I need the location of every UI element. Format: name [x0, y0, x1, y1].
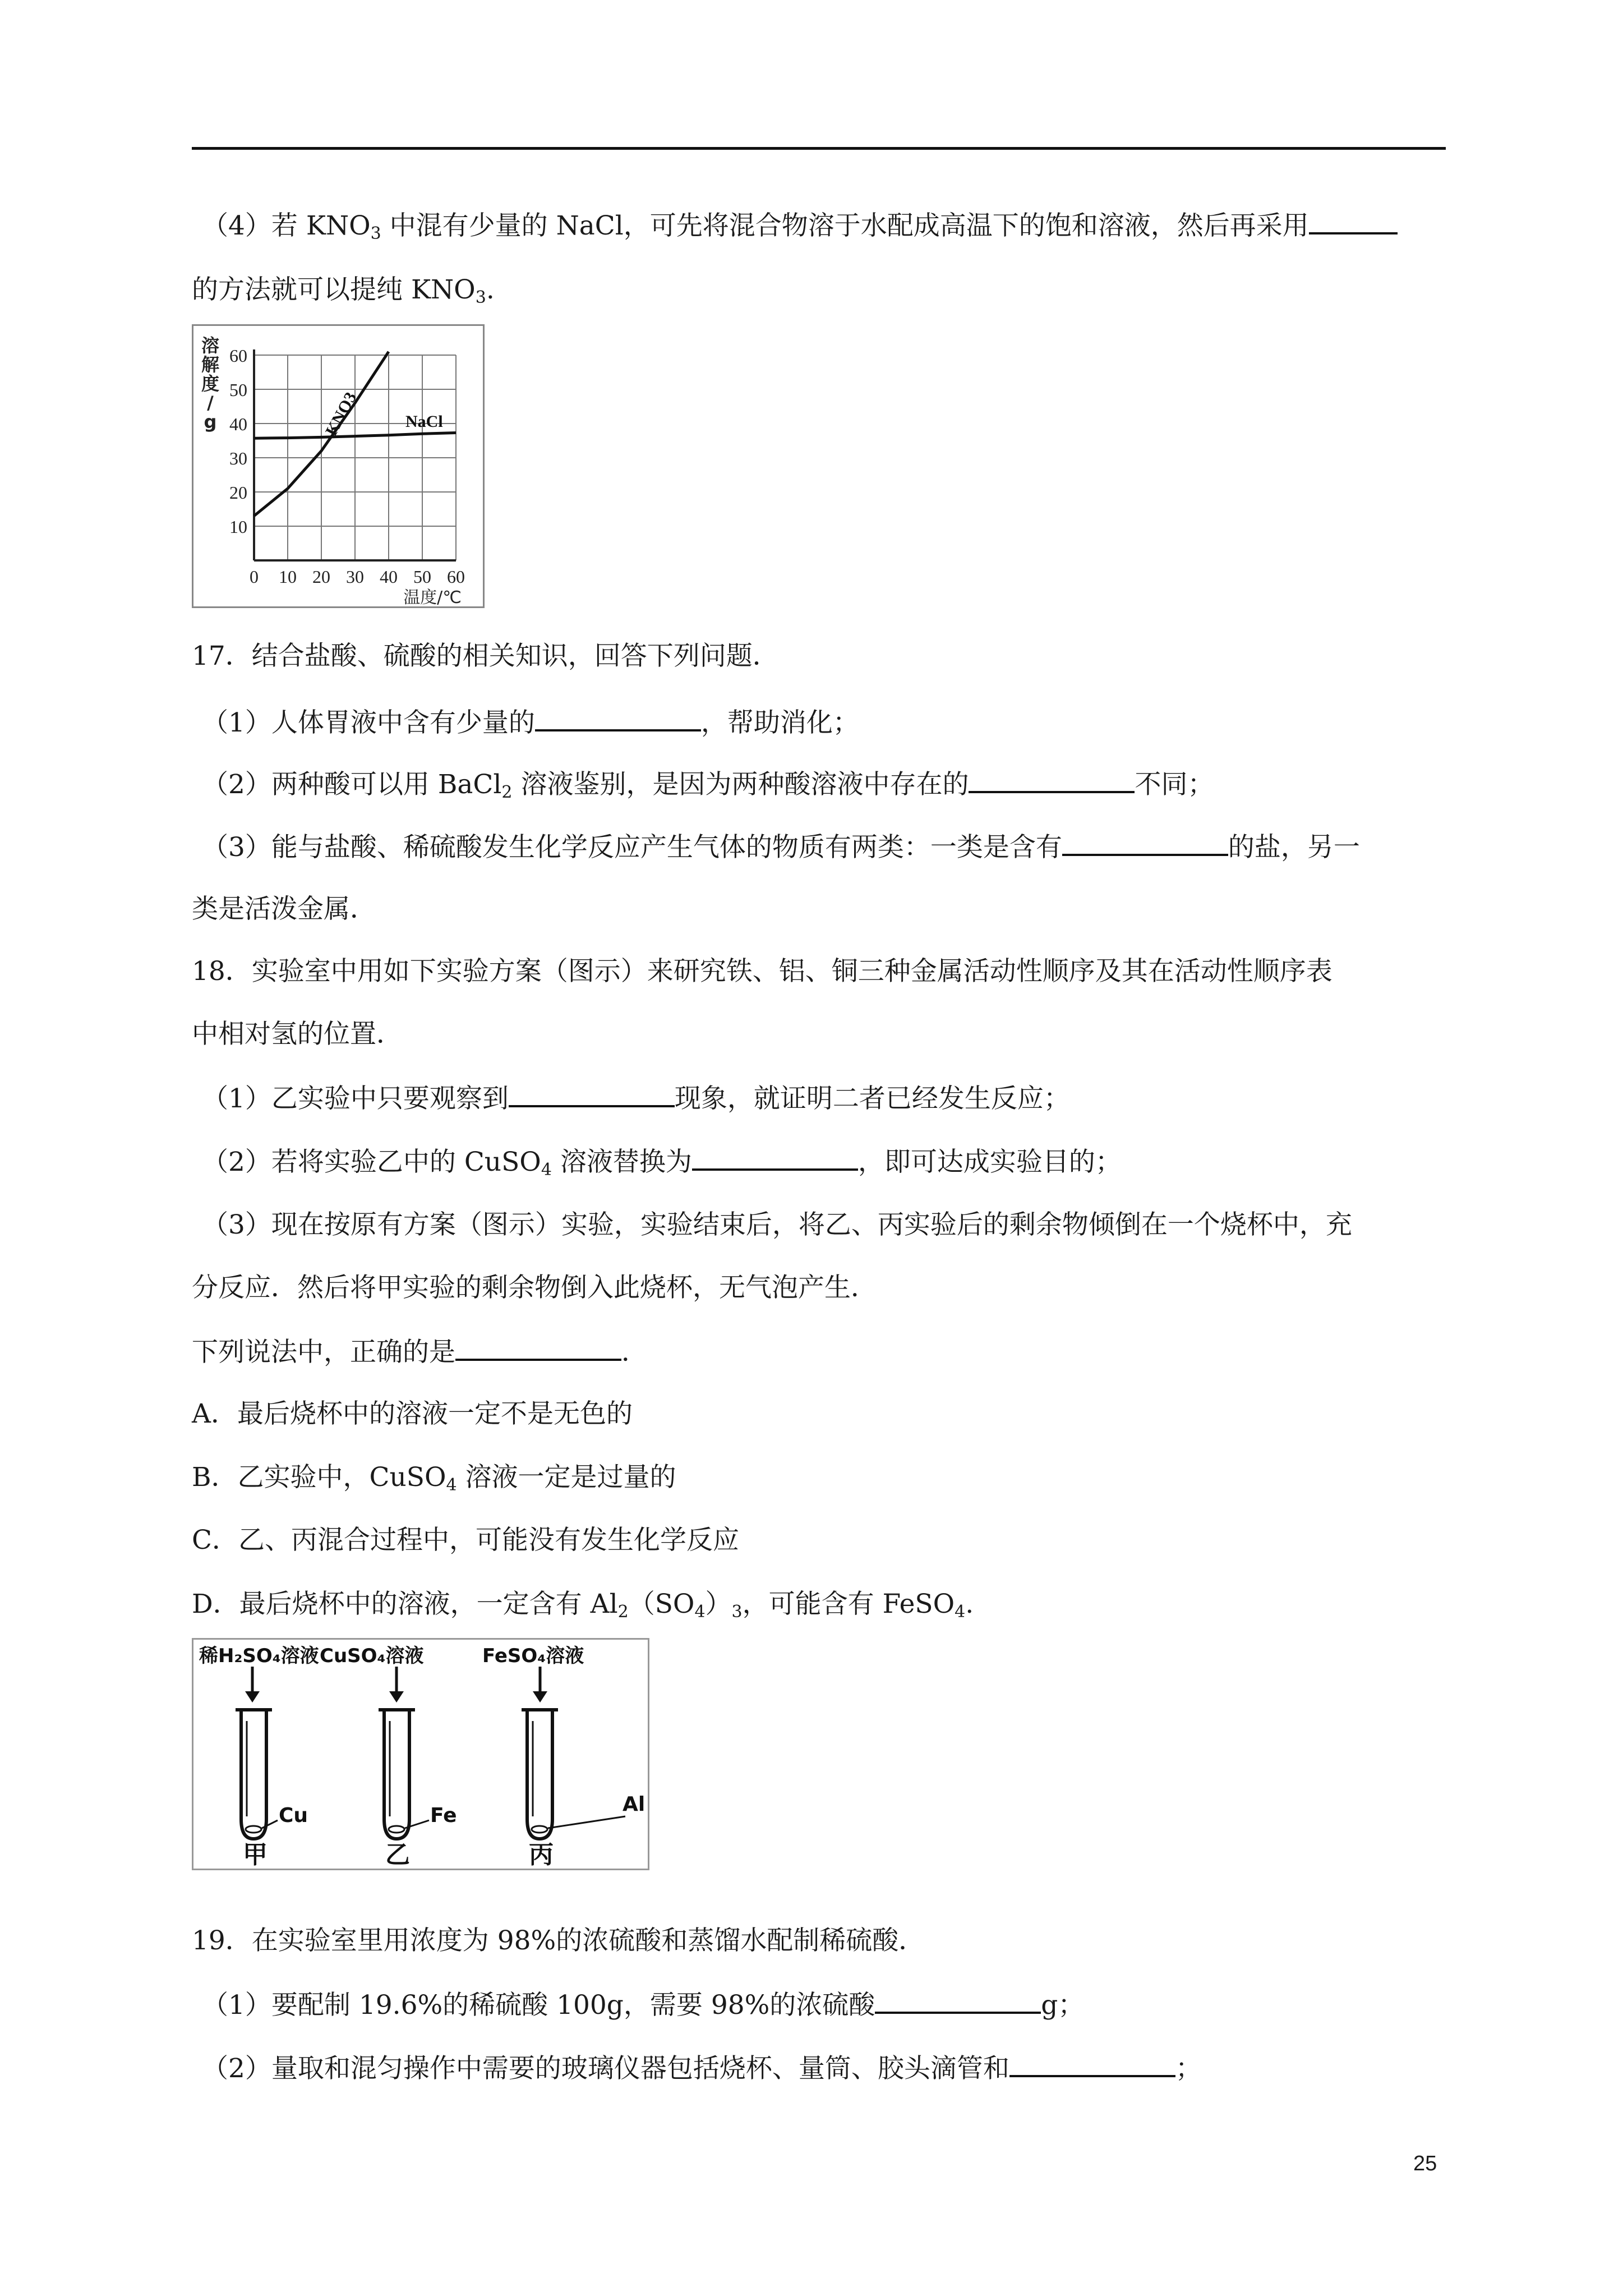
tube1-metal-label: Cu	[279, 1804, 308, 1827]
q17-stem: 17．结合盐酸、硫酸的相关知识，回答下列问题．	[192, 641, 779, 671]
y-axis-label-char: 度	[201, 373, 220, 394]
arrow-head-icon	[389, 1691, 404, 1703]
arrow-head-icon	[533, 1691, 547, 1703]
y-tick-label: 40	[229, 414, 247, 434]
chart-labels	[201, 335, 465, 606]
header-rule	[192, 147, 1446, 150]
tube3-reagent-label: FeSO₄溶液	[482, 1645, 584, 1667]
y-axis-label-char: g	[204, 411, 217, 432]
answer-blank[interactable]	[455, 1334, 621, 1361]
tube2-name-label: 乙	[385, 1841, 410, 1869]
test-tube-bing	[522, 1710, 558, 1839]
q18-part1: （1）乙实验中只要观察到 现象，就证明二者已经发生反应；	[202, 1080, 1070, 1116]
answer-blank[interactable]	[509, 1080, 675, 1107]
arrow-head-icon	[245, 1691, 260, 1703]
q16-part4-line2: 的方法就可以提纯 $KNO_3$.	[192, 274, 495, 307]
q18-option-d: D．最后烧杯中的溶液，一定含有 $Al_2(SO_4)_3$，可能含有 FeSO$_4$.	[192, 1589, 974, 1622]
q19-stem: 19．在实验室里用浓度为 98%的浓硫酸和蒸馏水配制稀硫酸．	[192, 1925, 925, 1956]
tube3-metal-label: Al	[623, 1793, 645, 1816]
x-tick-label: 60	[447, 567, 465, 587]
answer-blank[interactable]	[1062, 829, 1228, 856]
chart-grid	[254, 355, 456, 560]
tube1-name-label: 甲	[243, 1841, 268, 1869]
metal-piece-cu	[246, 1826, 261, 1833]
answer-blank[interactable]	[535, 705, 701, 731]
answer-blank[interactable]	[1009, 2050, 1175, 2077]
q18-part3-line2: 分反应．然后将甲实验的剩余物倒入此烧杯，无气泡产生．	[192, 1272, 877, 1303]
q18-option-b: B．乙实验中，CuSO$_4$ 溶液一定是过量的	[192, 1462, 676, 1495]
solubility-chart-svg	[193, 326, 483, 606]
test-tubes-figure	[192, 1638, 649, 1870]
q17-part3-line1: （3）能与盐酸、稀硫酸发生化学反应产生气体的物质有两类：一类是含有 的盐，另一	[202, 829, 1360, 864]
metal-piece-al	[532, 1826, 547, 1833]
kno3-curve-label: KNO3	[322, 389, 361, 439]
answer-blank[interactable]	[969, 766, 1135, 793]
x-tick-label: 40	[380, 567, 398, 587]
q18-part3-line1: （3）现在按原有方案（图示）实验，实验结束后，将乙、丙实验后的剩余物倾倒在一个烧杯中，充	[202, 1209, 1352, 1240]
tube1-reagent-label: 稀H₂SO₄溶液	[199, 1645, 319, 1667]
y-tick-label: 30	[229, 448, 247, 468]
q18-stem-line2: 中相对氢的位置．	[192, 1019, 403, 1050]
y-tick-label: 60	[229, 346, 247, 366]
tube2-reagent-label: CuSO₄溶液	[320, 1645, 424, 1667]
q19-part1: （1）要配制 19.6%的稀硫酸 100g，需要 98%的浓硫酸 g；	[202, 1987, 1084, 2022]
x-tick-label: 50	[413, 567, 431, 587]
y-axis-label-char: 解	[201, 354, 220, 375]
q17-part1: （1）人体胃液中含有少量的 ，帮助消化；	[202, 705, 859, 740]
x-axis-label: 温度/℃	[403, 588, 462, 606]
q18-option-a: A．最后烧杯中的溶液一定不是无色的	[192, 1398, 633, 1429]
y-axis-label-char: 溶	[201, 335, 220, 356]
solubility-chart	[192, 324, 485, 608]
x-tick-label: 30	[346, 567, 364, 587]
q16-part4-line1: （4）若 $KNO_3$ 中混有少量的 NaCl，可先将混合物溶于水配成高温下的饱和溶液，然后再采用	[202, 208, 1398, 243]
q17-part2: （2）两种酸可以用 BaCl$_2$ 溶液鉴别，是因为两种酸溶液中存在的 不同；	[202, 766, 1214, 802]
test-tubes-svg	[193, 1640, 648, 1869]
q19-part2: （2）量取和混匀操作中需要的玻璃仪器包括烧杯、量筒、胶头滴管和 ；	[202, 2050, 1202, 2086]
answer-blank[interactable]	[875, 1987, 1041, 2014]
q17-part3-line2: 类是活泼金属．	[192, 894, 376, 924]
y-axis-label-char: /	[207, 392, 214, 413]
metal-piece-fe	[389, 1826, 404, 1833]
test-tube-jia	[236, 1710, 272, 1839]
tube3-name-label: 丙	[529, 1841, 554, 1869]
q18-stem-line1: 18．实验室中用如下实验方案（图示）来研究铁、铝、铜三种金属活动性顺序及其在活动性顺序表	[192, 956, 1332, 987]
x-tick-label: 10	[279, 567, 297, 587]
page-number: 25	[1413, 2152, 1437, 2175]
y-tick-label: 20	[229, 482, 247, 503]
x-tick-label: 0	[250, 567, 259, 587]
y-tick-label: 50	[229, 380, 247, 400]
answer-blank[interactable]	[1309, 208, 1398, 234]
q18-option-c: C．乙、丙混合过程中，可能没有发生化学反应	[192, 1525, 739, 1556]
nacl-curve-label: NaCl	[405, 412, 443, 431]
tube2-metal-label: Fe	[430, 1804, 457, 1827]
y-tick-label: 10	[229, 517, 247, 537]
x-tick-label: 20	[312, 567, 330, 587]
answer-blank[interactable]	[692, 1144, 858, 1171]
test-tube-yi	[379, 1710, 415, 1839]
q18-part2: （2）若将实验乙中的 CuSO$_4$ 溶液替换为 ，即可达成实验目的；	[202, 1144, 1122, 1179]
q18-ask: 下列说法中，正确的是 ．	[192, 1334, 648, 1369]
